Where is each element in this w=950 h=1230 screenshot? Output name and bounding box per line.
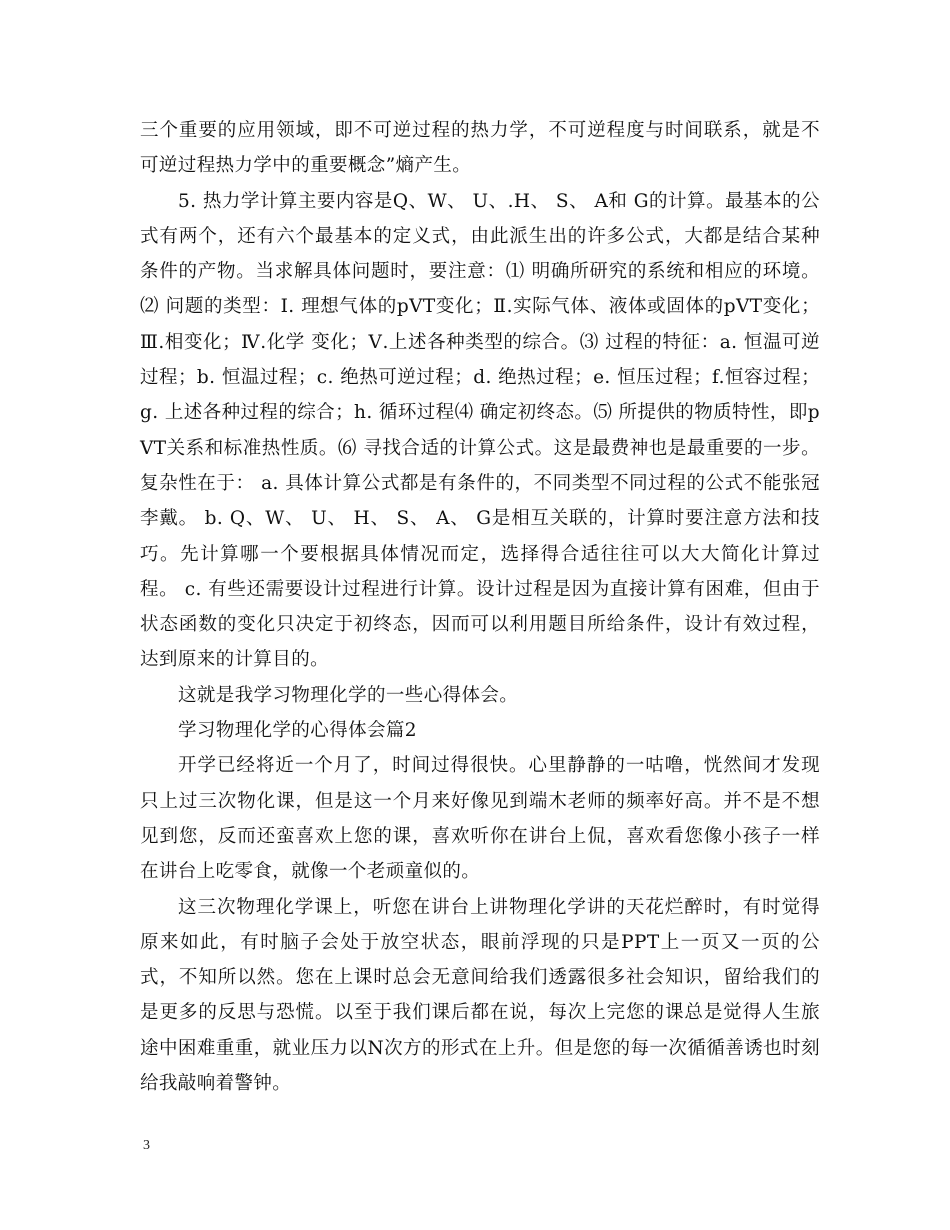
section-heading: 学习物理化学的心得体会篇2 xyxy=(178,720,417,742)
paragraph-1: 三个重要的应用领域，即不可逆过程的热力学，不可逆程度与时间联系，就是不可逆过程热力学中的重要概念”熵产生。 xyxy=(140,120,820,177)
paragraph-3: 这就是我学习物理化学的一些心得体会。 xyxy=(178,684,519,706)
body-text xyxy=(140,113,820,1101)
paragraph-5: 开学已经将近一个月了，时间过得很快。心里静静的一咕噜，恍然间才发现只上过三次物化课，但是这一个月来好像见到端木老师的频率好高。并不是不想见到您，反而还蛮喜欢上您的课，喜欢听你在讲台上侃，喜欢看您像小孩子一样在讲台上吃零食，就像一个老顽童似的。 xyxy=(140,755,820,883)
page-number: 3 xyxy=(143,1138,150,1153)
paragraph-6: 这三次物理化学课上，听您在讲台上讲物理化学讲的天花烂醉时，有时觉得原来如此，有时脑子会处于放空状态，眼前浮现的只是PPT上一页又一页的公式，不知所以然。您在上课时总会无意间给我们透露很多社会知识，留给我们的是更多的反思与恐慌。以至于我们课后都在说，每次上完您的课总是觉得人生旅途中困难重重，就业压力以N次方的形式在上升。但是您的每一次循循善诱也时刻给我敲响着警钟。 xyxy=(140,896,820,1095)
paragraph-2: 5. 热力学计算主要内容是Q、W、 U、.H、 S、 A和 G的计算。最基本的公式有两个，还有六个最基本的定义式，由此派生出的许多公式，大都是结合某种条件的产物。当求解具体问题时，要注意：⑴ 明确所研究的系统和相应的环境。⑵ 问题的类型：I. 理想气体的pVT变化；Ⅱ.实际气体、液体或固体的pVT变化；Ⅲ.相变化；Ⅳ.化学 变化；Ⅴ.上述各种类型的综合。⑶ 过程的特征：a. 恒温可逆过程；b. 恒温过程；c. 绝热可逆过程；d. 绝热过程；e. 恒压过程；f.恒容过程；g. 上述各种过程的综合；h. 循环过程⑷ 确定初终态。⑸ 所提供的物质特性，即pVT关系和标准热性质。⑹ 寻找合适的计算公式。这是最费神也是最重要的一步。复杂性在于： a. 具体计算公式都是有条件的，不同类型不同过程的公式不能张冠李戴。 b. Q、W、 U、 H、 S、 A、 G是相互关联的，计算时要注意方法和技巧。先计算哪一个要根据具体情况而定，选择得合适往往可以大大简化计算过程。 c. 有些还需要设计过程进行计算。设计过程是因为直接计算有困难，但由于状态函数的变化只决定于初终态，因而可以利用题目所给条件，设计有效过程，达到原来的计算目的。 xyxy=(140,190,820,671)
